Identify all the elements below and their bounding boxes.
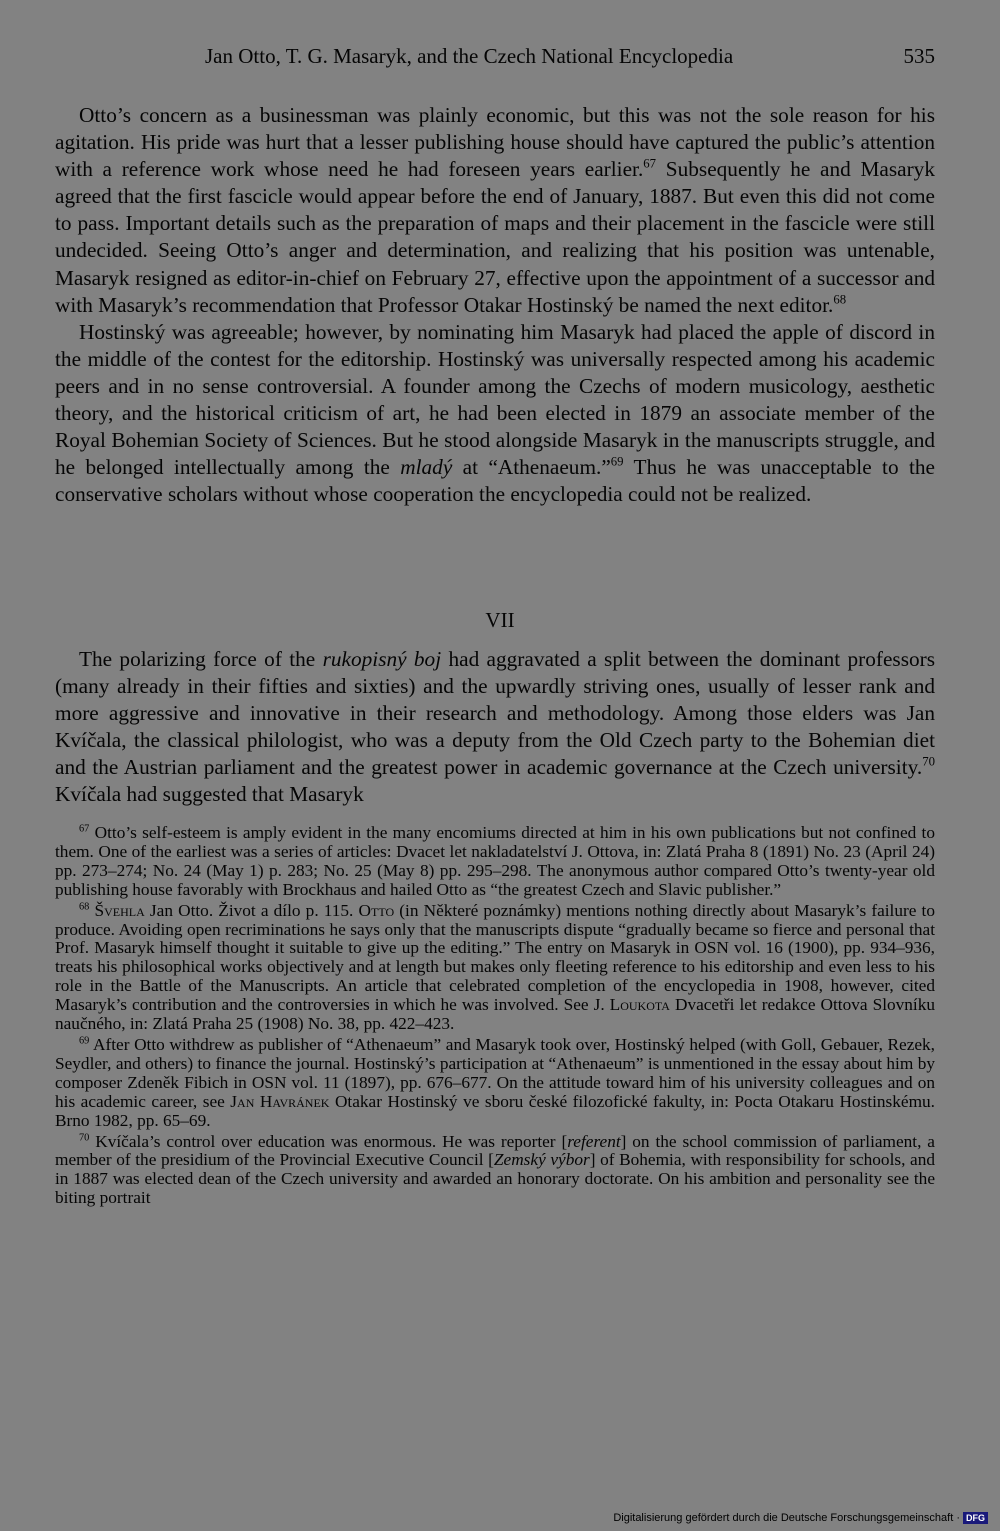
footnotes [55,824,935,1210]
body-text-top [55,102,935,508]
dfg-logo: DFG [963,1512,988,1524]
footnote: $^{68}$ Švehla Jan Otto. Život a dílo p. 115. Otto (in Některé poznámky) mentions nothing directly about Masaryk’s failure to produce. Avoiding open recriminations he says only that the manuscripts dispute “gradually became so fierce and personal that Prof. Masaryk himself thought it suitable to give up the editing.” The entry on Masaryk in OSN vol. 16 (1900), pp. 934–936, treats his philosophical works objectively and at length but makes only fleeting reference to his editorship and even less to his role in the Battle of the Manuscripts. An article that celebrated completion of the encyclopedia in 1908, however, cited Masaryk’s contribution and the controversies in which he was involved. See J. Loukota Dvacetři let redakce Ottova Slovníku naučného, in: Zlatá Praha 25 (1908) No. 38, pp. 422–423. [55,900,936,1034]
body-text-section [55,646,935,809]
footnote: $^{67}$ Otto’s self-esteem is amply evident in the many encomiums directed at him in his own publications but not confined to them. One of the earliest was a series of articles: Dvacet let nakladatelství J. Ottova, in: Zlatá Praha 8 (1891) No. 23 (April 24) pp. 273–274; No. 24 (May 1) p. 283; No. 25 (May 8) pp. 295–298. The anonymous author compared Otto’s twenty-year old publishing house favorably with Brockhaus and hailed Otto as “the greatest Czech and Slavic publisher.” [55,823,935,899]
footnote: $^{69}$ After Otto withdrew as publisher of “Athenaeum” and Masaryk took over, Hostinský helped (with Goll, Gebauer, Rezek, Seydler, and others) to finance the journal. Hostinský’s participation at “Athenaeum” is unmentioned in the essay about him by composer Zdeněk Fibich in OSN vol. 11 (1897), pp. 676–677. On the attitude toward him of his university colleagues and on his academic career, see Jan Havránek Otakar Hostinský ve sboru české filozofické fakulty, in: Pocta Otakaru Hostinskému. Brno 1982, pp. 65–69. [55,1034,935,1130]
footnote-ref: 68 [833,292,847,307]
footnote: $^{70}$ Kvíčala’s control over education was enormous. He was reporter [referent] on the school commission of parliament, a member of the presidium of the Provincial Executive Council [Zemský výbor] of Bohemia, with responsibility for schools, and in 1887 was elected dean of the Czech university and awarded an honorary doctorate. On his ambition and personality see the biting portrait [55,1131,935,1208]
footer-text: Digitalisierung gefördert durch die Deutsche Forschungsgemeinschaft · [613,1512,960,1524]
section-heading: VII [485,608,515,632]
footnote-ref: 67 [643,156,657,171]
footnote-ref: 70 [922,755,935,770]
running-head-title: Jan Otto, T. G. Masaryk, and the Czech National Encyclopedia [205,44,734,68]
digitization-footer [613,1511,988,1525]
paragraph: The polarizing force of the rukopisný boj had aggravated a split between the dominant professors (many already in their fifties and sixties) and the upwardly striving ones, usually of lesser rank and more aggressive and innovative in their research and methodology. Among those elders was Jan Kvíčala, the classical philologist, who was a deputy from the Old Czech party to the Bohemian diet and the Austrian parliament and the greatest power in academic governance at the Czech university.$^{70}$ Kvíčala had suggested that Masaryk [55,647,936,807]
running-head [55,40,935,72]
paragraph: Otto’s concern as a businessman was plainly economic, but this was not the sole reason for his agitation. His pride was hurt that a lesser publishing house should have captured the public’s attention with a reference work whose need he had foreseen years earlier.$^{67}$ Subsequently he and Masaryk agreed that the first fascicle would appear before the end of January, 1887. But even this did not come to pass. Important details such as the preparation of maps and their placement in the fascicle were still undecided. Seeing Otto’s anger and determination, and realizing that his position was untenable, Masaryk resigned as editor-in-chief on February 27, effective upon the appointment of a successor and with Masaryk’s recommendation that Professor Otakar Hostinský be named the next editor.$^{68}$ [55,103,935,317]
footnote-ref: 69 [610,454,624,469]
page-number: 535 [903,44,935,68]
paragraph: Hostinský was agreeable; however, by nominating him Masaryk had placed the apple of discord in the middle of the contest for the editorship. Hostinský was universally respected among his academic peers and in no sense controversial. A founder among the Czechs of modern musicology, aesthetic theory, and the historical criticism of art, he had been elected in 1879 an associate member of the Royal Bohemian Society of Sciences. But he stood alongside Masaryk in the manuscripts struggle, and he belonged intellectually among the mladý at “Athenaeum.”$^{69}$ Thus he was unacceptable to the conservative scholars without whose cooperation the encyclopedia could not be realized. [55,319,935,507]
